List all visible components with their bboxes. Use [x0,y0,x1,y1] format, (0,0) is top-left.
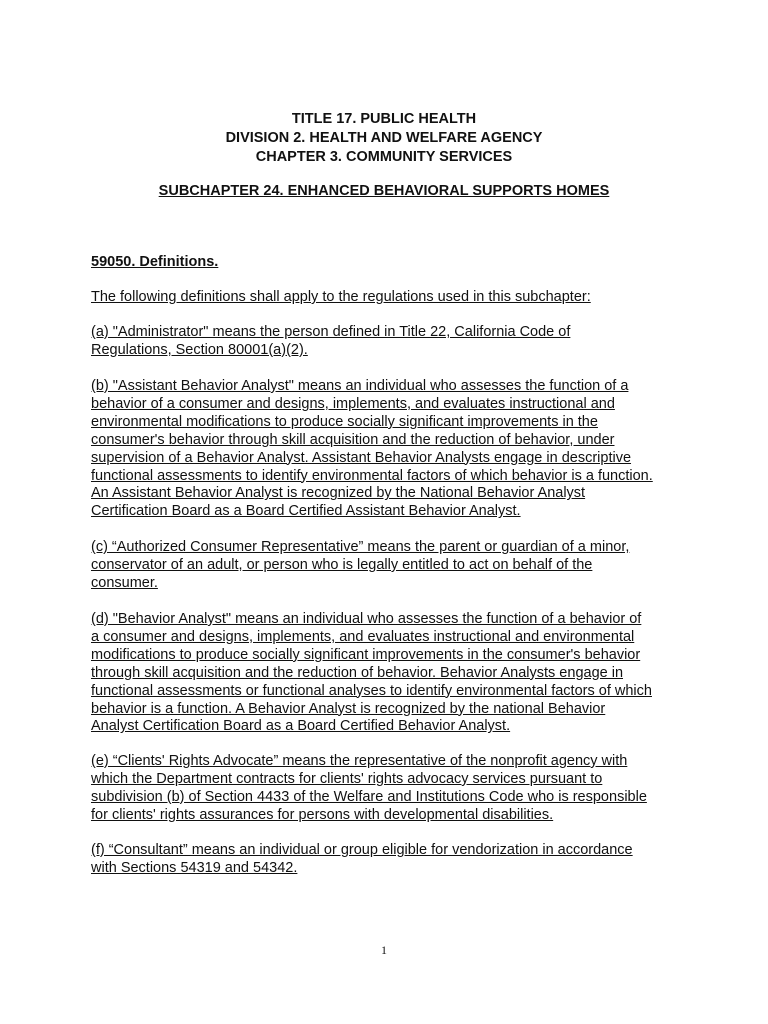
definition-line: (e) “Clients' Rights Advocate” means the representative of the nonprofit agency with [91,753,628,769]
definition-line: (f) “Consultant” means an individual or group eligible for vendorization in accordance [91,842,633,858]
definition-d [91,611,681,736]
definition-line: which the Department contracts for clients' rights advocacy services pursuant to [91,770,603,787]
definition-line: with Sections 54319 and 54342. [91,859,298,876]
division-line: DIVISION 2. HEALTH AND WELFARE AGENCY [225,130,543,146]
definition-b [91,378,681,521]
definition-c [91,539,681,593]
definition-line: (b) "Assistant Behavior Analyst" means an individual who assesses the function of a [91,378,629,394]
definition-line: modifications to produce socially significant improvements in the consumer's behavior [91,646,641,663]
definition-e [91,753,681,825]
definition-line: behavior of a consumer and designs, implements, and evaluates instructional and [91,395,615,412]
definition-line: behavior is a function. A Behavior Analyst is recognized by the national Behavior [91,700,606,717]
intro-line: The following definitions shall apply to the regulations used in this subchapter: [91,289,591,305]
definition-line: subdivision (b) of Section 4433 of the Welfare and Institutions Code who is responsible [91,788,647,805]
definition-a [91,324,681,360]
definition-line: a consumer and designs, implements, and evaluates instructional and environmental [91,628,635,645]
definition-line: consumer's behavior through skill acquisition and the reduction of behavior, under [91,431,615,448]
document-header [0,110,768,167]
chapter-line: CHAPTER 3. COMMUNITY SERVICES [255,149,513,165]
definition-line: (d) "Behavior Analyst" means an individual who assesses the function of a behavior of [91,611,642,627]
definition-line: (a) "Administrator" means the person defined in Title 22, California Code of [91,324,571,340]
definition-line: environmental modifications to produce socially significant improvements in the [91,413,598,430]
definition-line: functional assessments or functional analyses to identify environmental factors of which [91,682,652,699]
definition-line: Regulations, Section 80001(a)(2). [91,341,308,358]
section-heading: 59050. Definitions. [91,254,219,270]
definition-line: (c) “Authorized Consumer Representative” means the parent or guardian of a minor, [91,539,630,555]
definition-line: for clients' rights assurances for persons with developmental disabilities. [91,806,554,823]
definition-line: Certification Board as a Board Certified Assistant Behavior Analyst. [91,503,521,520]
subchapter-title: SUBCHAPTER 24. ENHANCED BEHAVIORAL SUPPORTS HOMES [158,183,610,199]
definition-line: An Assistant Behavior Analyst is recognized by the National Behavior Analyst [91,485,586,502]
definition-line: supervision of a Behavior Analyst. Assistant Behavior Analysts engage in descriptive [91,449,632,466]
definition-line: conservator of an adult, or person who is legally entitled to act on behalf of the [91,556,593,573]
page-number: 1 [381,943,387,957]
intro-paragraph [91,289,681,307]
definition-line: functional assessments to identify environmental factors of which behavior is a function. [91,467,653,484]
title-line: TITLE 17. PUBLIC HEALTH [291,111,477,127]
definition-line: through skill acquisition and the reduction of behavior. Behavior Analysts engage in [91,664,624,681]
definition-line: Analyst Certification Board as a Board Certified Behavior Analyst. [91,718,511,735]
definition-line: consumer. [91,574,158,591]
definition-f [91,842,681,878]
